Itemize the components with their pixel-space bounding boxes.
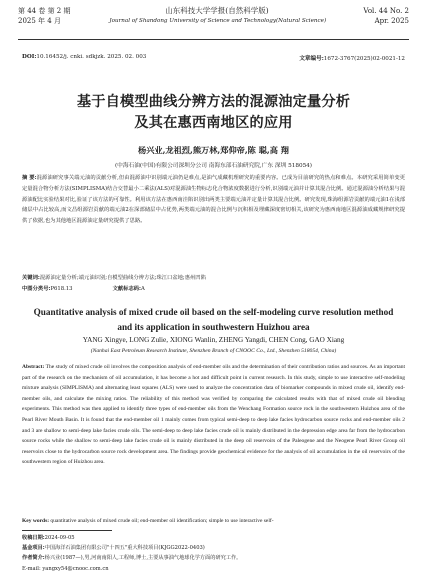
keywords-en-label: Key words: bbox=[22, 518, 50, 524]
abstract-cn-label: 摘 要: bbox=[22, 175, 37, 181]
keywords-en-text: quantitative analysis of mixed crude oil; end-member oil identification; simple to use interactive self- bbox=[50, 518, 274, 524]
fund-info bbox=[22, 543, 405, 553]
title-en: Quantitative analysis of mixed crude oil based on the self-modeling curve resolution method and its application in southwestern Huizhou area bbox=[33, 307, 394, 332]
doi bbox=[22, 54, 146, 62]
abstract-en-text: The study of mixed crude oil involves the composition analysis of end-member oils and the determination of their contribution ratios and sources. As an important part of the research on the mechanism of oil accumulation, it has become a hot and difficult point in current research. In this study, simple to use interactive self-modeling mixture analysis (SIMPLISMA) and alternating least squares (ALS) were used to analyze the concentration data of biomarker compounds in mixed crude oil, identify end-member oils, and calculate the mixing ratios. The reliability of this method was verified by comparing the calculated results with that of mixed crude oil blending experiments. This method was then applied to identify three types of end-member oils from the Wenchang Formation source rock in the southwestern Huizhou area of the Pearl River Mouth Basin. It is found that the end-member oil 1 mainly comes from typical semi-deep to deep lake facies hydrocarbon source rocks and end-member oils 2 and 3 are shallow to semi-deep lake facies crude oils. The semi-deep to deep lake facies crude oil is mainly distributed in the depression edge area far from the hydrocarbon source rocks while the shallow to semi-deep lake facies crude oil is mainly distributed in the deep oil reservoirs of the Paleogene and the Neogene Pearl River Group oil reservoirs close to the hydrocarbon source rock development area. The findings provide geochemical evidence for the analysis of oil accumulation in the oil reservoirs of the southwestern region of Huizhou area. bbox=[22, 364, 406, 466]
author-email: E-mail: yangxy54@cnooc.com.cn bbox=[22, 565, 109, 572]
author-bio bbox=[22, 553, 405, 563]
author-bio-value: 杨兴业(1987—),男,河南南阳人,工程师,博士,主要从事油气地球化学方面的研究工作。 bbox=[44, 555, 242, 562]
date-en: Apr. 2025 bbox=[374, 17, 409, 25]
affiliation-cn: (中海石油(中国)有限公司深圳分公司 南海东部石油研究院,广东 深圳 518054) bbox=[114, 163, 313, 169]
fund-value: 中国海洋石油集团有限公司"十四五"重大科技项目(KJGG2022-0403) bbox=[44, 545, 205, 552]
affiliation-en: (Nanhai East Petroleum Research Institute, Shenzhen Branch of CNOOC Co., Ltd., Shenzhen 518054, China) bbox=[90, 348, 337, 354]
clc-value: P618.13 bbox=[50, 286, 73, 292]
article-meta bbox=[22, 54, 405, 62]
document-code-label: 文献标志码: bbox=[112, 286, 142, 292]
footnote-divider bbox=[22, 530, 112, 531]
document-code-value: A bbox=[141, 286, 145, 292]
doi-value: 10.16452/j. cnki. sdkjzk. 2025. 02. 003 bbox=[36, 54, 147, 60]
received-date bbox=[22, 533, 405, 543]
authors-en: YANG Xingye, LONG Zulie, XIONG Wanlin, ZHENG Yangdi, CHEN Cong, GAO Xiang bbox=[82, 336, 345, 344]
keywords-cn bbox=[22, 274, 405, 283]
journal-name-en: Journal of Shandong University of Science and Technology(Natural Science) bbox=[109, 18, 327, 24]
volume-issue-en: Vol. 44 No. 2 bbox=[363, 7, 409, 15]
received-label: 收稿日期: bbox=[22, 535, 45, 541]
article-number-label: 文章编号: bbox=[299, 56, 324, 62]
volume-issue-cn: 第 44 卷 第 2 期 bbox=[18, 7, 71, 15]
article-number-value: 1672-3767(2025)02-0021-12 bbox=[323, 56, 405, 62]
authors-cn: 杨兴业,龙祖烈,熊万林,郑仰帝,陈 聪,高 翔 bbox=[138, 145, 289, 155]
doi-label: DOI: bbox=[22, 54, 37, 60]
article-number bbox=[299, 54, 405, 62]
abstract-en-label: Abstract: bbox=[22, 364, 45, 370]
fund-label: 基金项目: bbox=[22, 545, 45, 552]
journal-name-cn: 山东科技大学学报(自然科学版) bbox=[165, 6, 269, 15]
keywords-en bbox=[22, 517, 405, 526]
abstract-cn-text: 混源油研究事关端元油的贡献分析,但由混源油中识别端元油仍是难点,是油气成藏机理研究的重要内容。已成为目前研究的热点和难点。本研究采用简单变更定量混合物分析方法(SIMPLISMA)结合交替最小二乘法(ALS)对混源油生物标志化合物浓度数据进行分析,识别端元油并计算其混合比例。通过混源油分析结果与混源油配比实验结果对比,验证了该方法的可靠性。利用该方法在惠西南洼陷识别出两类主要端元油并定量计算其混合比例。研究发现,珠海组源岩贡献的端元油1在浅部储层中占比较高,而文昌组源岩贡献的端元油2在深部储层中占优势,两类端元油的混合比例与沉积相及埋藏深度密切相关,该研究为惠西南地区混源油成藏规律研究提供了依据,也为其他地区混源油定量研究提供了思路。 bbox=[22, 175, 405, 225]
title-cn-line-1: 基于自模型曲线分辨方法的混源油定量分析 bbox=[76, 94, 351, 110]
date-cn: 2025 年 4 月 bbox=[18, 17, 61, 25]
title-cn bbox=[0, 92, 427, 134]
document-code bbox=[113, 284, 145, 292]
running-header bbox=[18, 6, 409, 40]
clc-number bbox=[22, 284, 73, 292]
footnote bbox=[22, 533, 405, 574]
header-divider bbox=[18, 39, 409, 40]
abstract-en bbox=[22, 362, 405, 468]
abstract-cn bbox=[22, 173, 405, 227]
author-bio-label: 作者简介: bbox=[22, 555, 45, 562]
title-cn-line-2: 及其在惠西南地区的应用 bbox=[134, 115, 293, 131]
keywords-cn-label: 关键词: bbox=[22, 275, 40, 281]
clc-label: 中图分类号: bbox=[22, 286, 51, 292]
classification-line bbox=[22, 284, 405, 292]
received-value: 2024-09-05 bbox=[44, 535, 75, 541]
keywords-cn-text: 混源油定量分析;端元油识别;自模型曲线分辨方法;珠江口盆地;惠州凹陷 bbox=[39, 275, 206, 281]
